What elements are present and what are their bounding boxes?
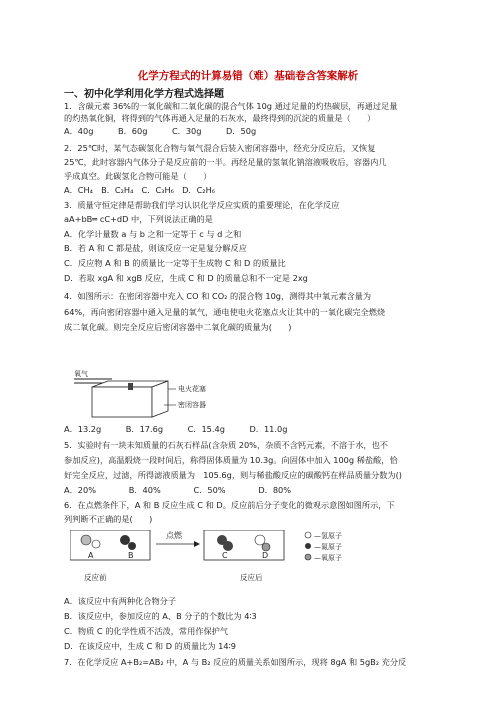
q2-line-3: 乎成真空。此碳氢化合物可能是（ ）: [64, 171, 212, 181]
q5-line-2: 参加反应)，高温煅烧一段时间后，称得固体质量为 10.3g。向固体中加入 100g 稀盐酸，恰: [64, 455, 398, 465]
q4-line-2: 64%，再向密闭容器中通入足量的氧气，通电使电火花塞点火让其中的一氧化碳完全燃烧: [64, 307, 386, 317]
page-title: 化学方程式的计算易错（难）基础卷含答案解析: [137, 70, 359, 82]
section-heading: 一、初中化学利用化学方程式选择题: [64, 89, 224, 100]
reaction-diagram: [70, 530, 440, 570]
spark-plug-icon: [128, 383, 133, 390]
q6-option-c: C．物质 C 的化学性质不活泼，常用作保护气: [64, 626, 229, 636]
spark-plug-label: 电火花塞: [178, 385, 206, 393]
legend-oxygen: —氧原子: [314, 554, 342, 562]
caption-before: 反应前: [84, 573, 107, 582]
q2-options: A．CH₄ B．C₂H₄ C．C₃H₆ D．C₂H₆: [64, 185, 216, 195]
q2-line-2: 25℃，此时容器内气体分子是反应前的一半。再经足量的氢氧化钠溶液吸收后，容器内几: [64, 157, 387, 167]
q4-options: A．13.2g B．17.6g C．15.4g D．11.0g: [64, 424, 288, 434]
q6-line-2: 列判断不正确的是( ): [64, 514, 153, 524]
label-a: A: [88, 551, 94, 560]
caption-after: 反应后: [240, 573, 263, 582]
q2-line-1: 2．25℃时，某气态碳氢化合物与氧气混合后装入密闭容器中，经充分反应后，又恢复: [64, 143, 376, 153]
q5-options: A．20% B．40% C．50% D．80%: [64, 485, 292, 495]
q7-line-1: 7．在化学反应 A+B₂=AB₂ 中，A 与 B₂ 反应的质量关系如图所示，现将 8gA 和 5gB₂ 充分反: [64, 657, 407, 667]
label-d: D: [262, 551, 269, 560]
q3-line-1: 3．质量守恒定律是帮助我们学习认识化学反应实质的重要理论，在化学反应: [64, 200, 340, 210]
q6-line-1: 6．在点燃条件下，A 和 B 反应生成 C 和 D。反应前后分子变化的微观示意图如图所示，下: [64, 500, 395, 510]
q4-line-1: 4．如图所示：在密闭容器中充入 CO 和 CO₂ 的混合物 10g，测得其中氧元素含量为: [64, 291, 372, 301]
hydrogen-atom-icon: [305, 532, 311, 538]
oxygen-label: 氧气: [74, 370, 88, 378]
container-label: 密闭容器: [178, 401, 206, 409]
q6-option-d: D．在该反应中，生成 C 和 D 的质量比为 14∶9: [64, 641, 236, 651]
nitrogen-atom-icon: [305, 543, 311, 549]
label-b: B: [128, 551, 134, 560]
ignite-label: 点燃: [166, 531, 182, 540]
label-c: C: [222, 551, 228, 560]
q1-options: A．40g B．60g C．30g D．50g: [64, 126, 257, 136]
q5-line-3: 好完全反应，过滤，所得滤液质量为 105.6g，则与稀盐酸反应的碳酸钙在样品质量分数为(): [64, 470, 402, 480]
q3-option-b: B．若 A 和 C 都是盐，则该反应一定是复分解反应: [64, 243, 247, 253]
arrow-icon: [194, 541, 200, 547]
q4-line-3: 成二氧化碳。则完全反应后密闭容器中二氧化碳的质量为( ): [64, 322, 292, 332]
legend-hydrogen: —氢原子: [314, 532, 342, 540]
legend-nitrogen: —氮原子: [314, 543, 342, 551]
q3-option-c: C．反应物 A 和 B 的质量比一定等于生成物 C 和 D 的质量比: [64, 258, 286, 268]
q1-line-1: 1．含碳元素 36%的一氧化碳和二氧化碳的混合气体 10g 通过足量的灼热碳层，再通过足量: [64, 101, 398, 111]
q3-option-d: D．若取 xgA 和 xgB 反应，生成 C 和 D 的质量总和不一定是 2xg: [64, 273, 308, 283]
q1-line-2: 的灼热氧化铜，将得到的气体再通入足量的石灰水，最终得到的沉淀的质量是（ ）: [64, 113, 376, 123]
q3-line-2: aA+bB═ cC+dD 中，下列说法正确的是: [64, 214, 213, 224]
q3-option-a: A．化学计量数 a 与 b 之和一定等于 c 与 d 之和: [64, 229, 242, 239]
sealed-container-figure: [72, 369, 208, 425]
q6-option-a: A．该反应中有两种化合物分子: [64, 596, 177, 606]
q6-option-b: B．该反应中，参加反应的 A、B 分子的个数比为 4∶3: [64, 611, 257, 621]
q5-line-1: 5．实验时有一块未知质量的石灰石样品(含杂质 20%，杂质不含钙元素，不溶于水，也不: [64, 440, 388, 450]
oxygen-atom-icon: [305, 554, 311, 560]
